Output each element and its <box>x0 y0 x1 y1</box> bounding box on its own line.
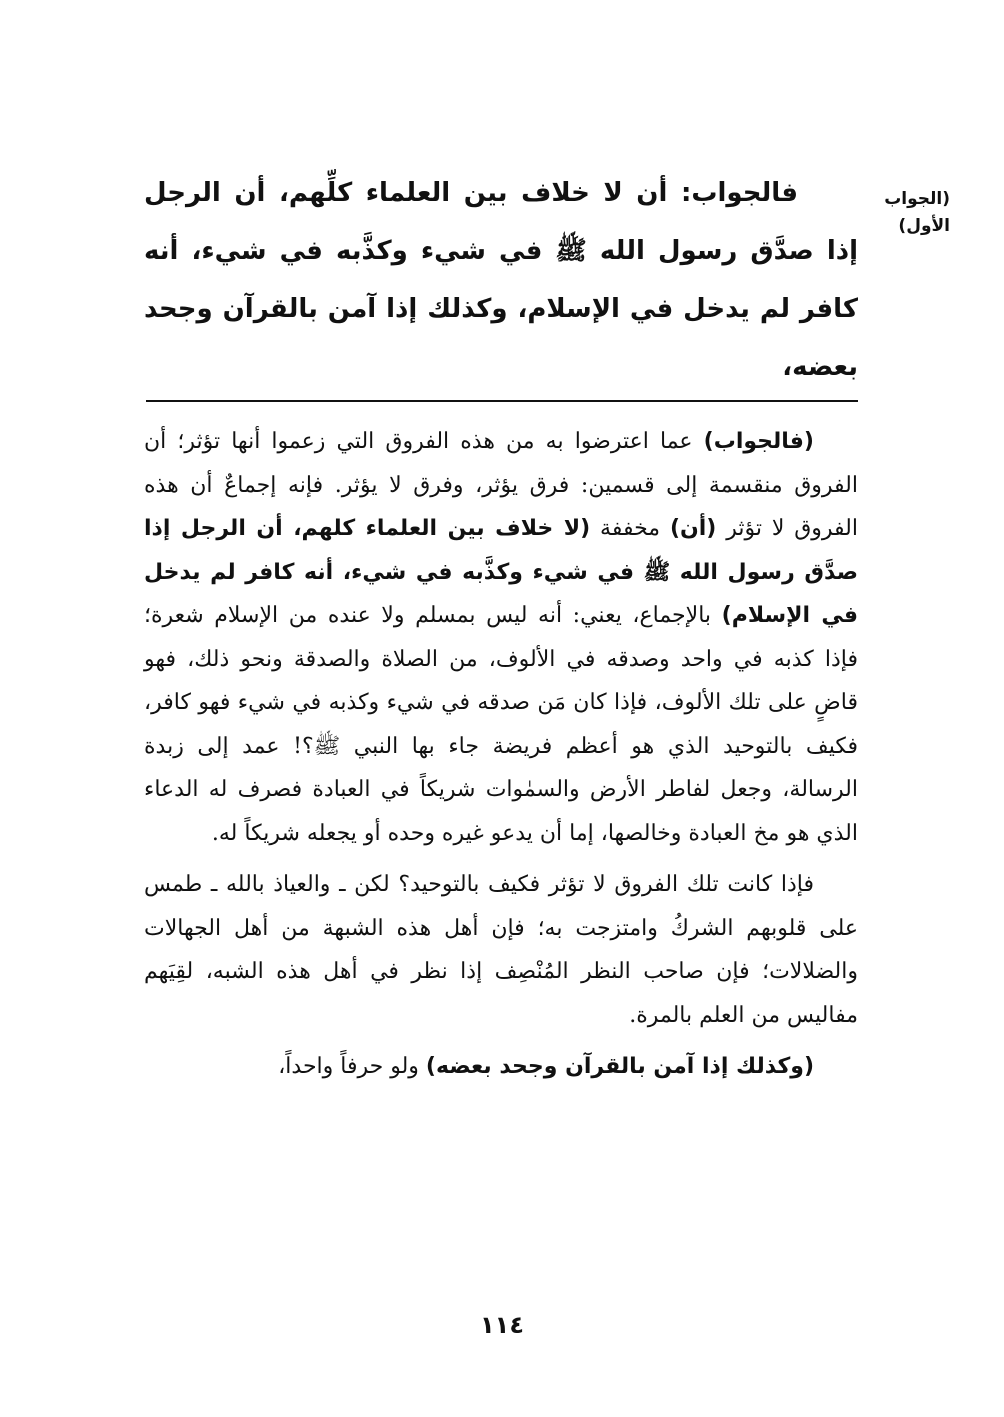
commentary-text-4: ولو حرفاً واحداً، <box>278 1054 426 1079</box>
commentary-text-2: مخففة <box>590 516 670 541</box>
quote-wa-kadhalika: (وكذلك إذا آمن بالقرآن وجحد بعضه) <box>425 1054 814 1079</box>
page-number: ١١٤ <box>480 1311 524 1339</box>
matn-paragraph <box>144 164 858 396</box>
commentary-text <box>144 420 858 1089</box>
margin-note: (الجواب الأول) <box>884 189 950 236</box>
commentary-text-1: عما اعترضوا به من هذه الفروق التي زعموا أنها تؤثر؛ أن الفروق منقسمة إلى قسمين: فرق يؤثر، وفرق لا يؤثر. فإنه إجماعٌ أن هذه الفروق لا تؤثر <box>144 429 858 541</box>
commentary-paragraph-2: فإذا كانت تلك الفروق لا تؤثر فكيف بالتوحيد؟ لكن ـ والعياذ بالله ـ طمس على قلوبهم الشركُ وامتزجت به؛ فإن أهل هذه الشبهة من أهل الجهالات والضلالات؛ فإن صاحب النظر المُنْصِف إذا نظر في أهل هذه الشبه، لقِيَهم مفاليس من العلم بالمرة. <box>144 872 858 1028</box>
commentary-text-3: بالإجماع، يعني: أنه ليس بمسلم ولا عنده من الإسلام شعرة؛ فإذا كذبه في واحد وصدقه في الألوف، من الصلاة والصدقة ونحو ذلك، فهو قاضٍ على تلك الألوف، فإذا كان مَن صدقه في شيء وكذبه في شيء فهو كافر، فكيف بالتوحيد الذي هو أعظم فريضة جاء بها النبي ﷺ؟! عمد إلى زبدة الرسالة، وجعل لفاطر الأرض والسمٰوات شريكاً في العبادة فصرف له الدعاء الذي هو مخ العبادة وخالصها، إما أن يدعو غيره وحده أو يجعله شريكاً له. <box>144 603 858 846</box>
commentary-paragraph-3 <box>144 1045 858 1089</box>
commentary-paragraph-1 <box>144 420 858 855</box>
matn-lead: فالجواب: <box>667 178 798 208</box>
matn-body: أن لا خلاف بين العلماء كلِّهم، أن الرجل إذا صدَّق رسول الله ﷺ في شيء وكذَّبه في شيء، أنه كافر لم يدخل في الإسلام، وكذلك إذا آمن بالقرآن وجحد بعضه، <box>144 178 858 382</box>
quote-an: (أن) <box>669 516 717 541</box>
matn-text <box>144 164 858 396</box>
quote-fa-aljawab: (فالجواب) <box>703 429 814 454</box>
quote-la-khilaf: (لا خلاف بين العلماء كلهم، أن الرجل إذا صدَّق رسول الله ﷺ في شيء وكذَّبه في شيء، أنه كافر لم يدخل في الإسلام) <box>144 516 859 628</box>
divider-line <box>146 400 858 402</box>
